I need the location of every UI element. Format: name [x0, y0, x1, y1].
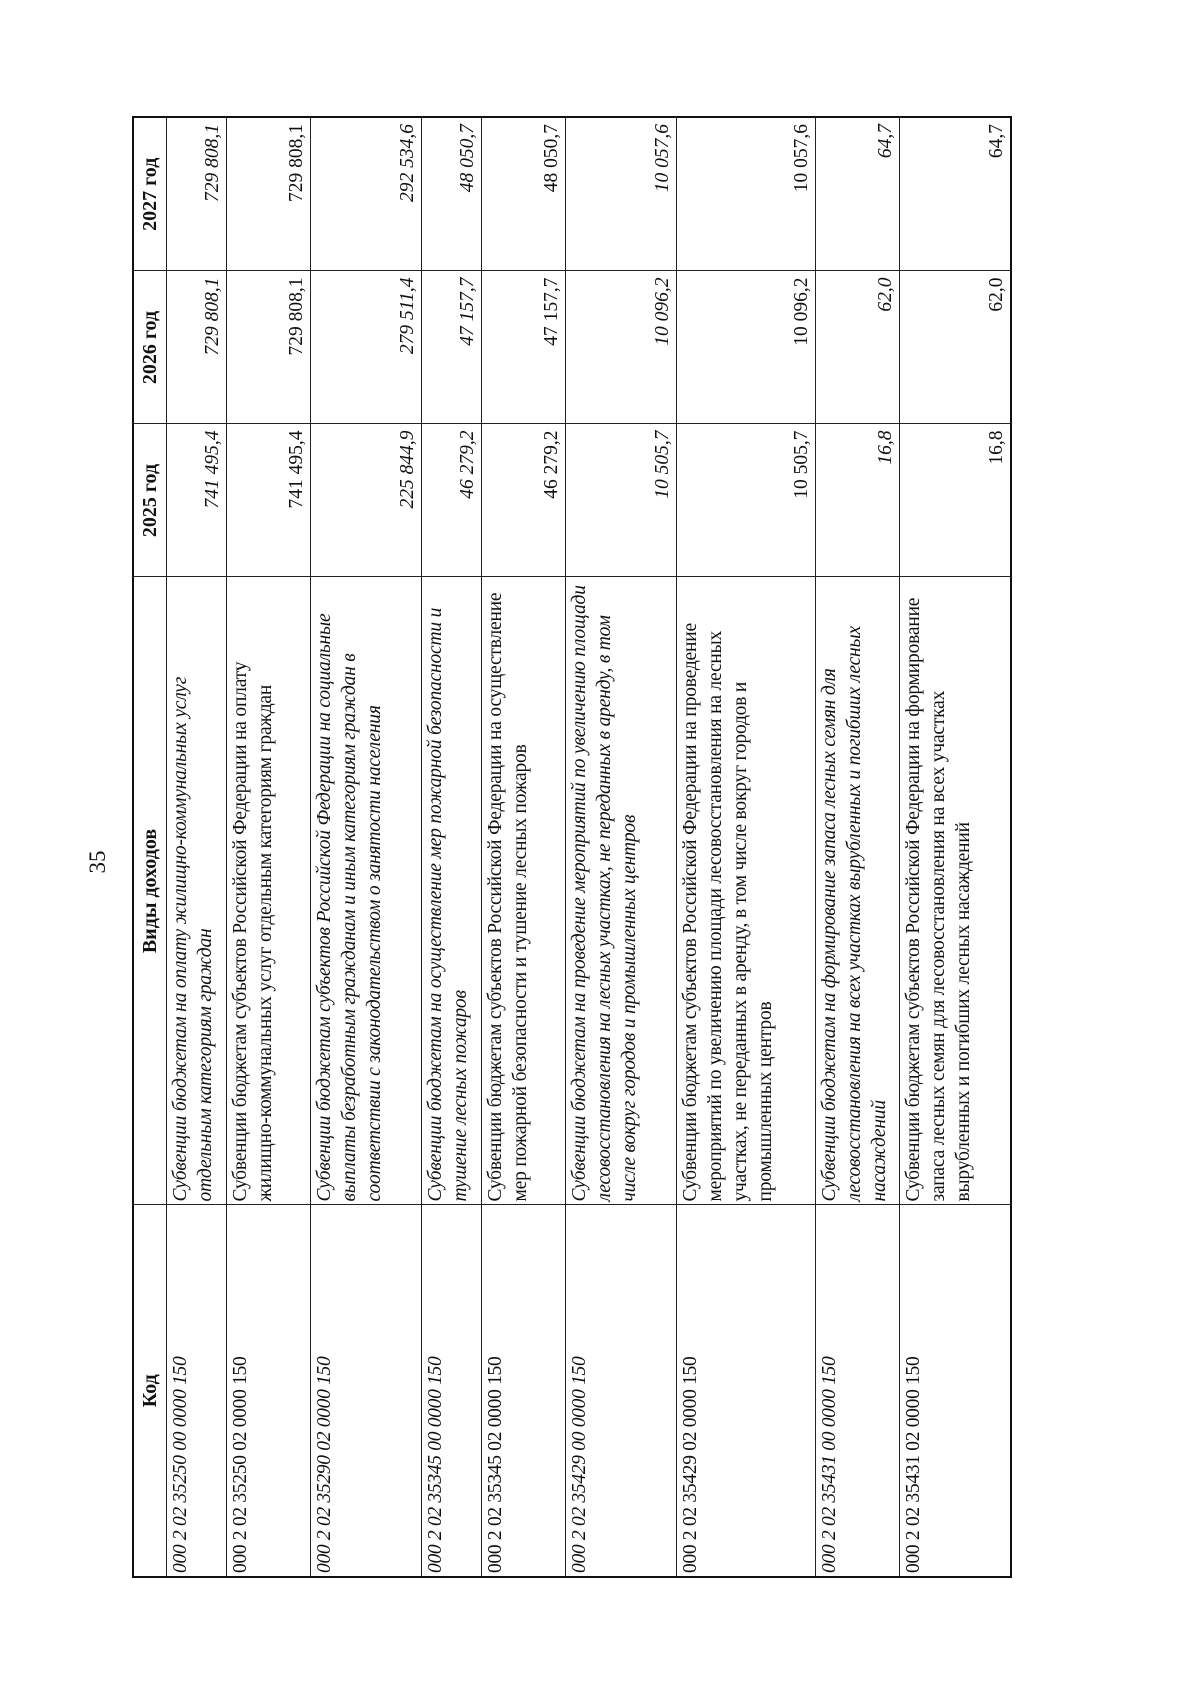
row-value-2025: 16,8	[816, 424, 900, 577]
row-value-2025: 741 495,4	[167, 424, 227, 577]
row-revenue-type: Субвенции бюджетам на оплату жилищно-коммунальных услуг отдельным категориям граждан	[167, 577, 227, 1205]
row-value-2025: 225 844,9	[310, 424, 421, 577]
row-value-2027: 10 057,6	[565, 117, 676, 271]
row-code: 000 2 02 35345 02 0000 150	[482, 1205, 566, 1577]
row-revenue-type: Субвенции бюджетам субъектов Российской Федерации на проведение мероприятий по увеличению площади лесовосстановления на лесных участках, не переданных в аренду, в том числе вокруг городов и промышленных центров	[677, 577, 816, 1205]
header-2027: 2027 год	[133, 117, 167, 271]
row-value-2027: 10 057,6	[677, 117, 816, 271]
revenue-table	[132, 116, 1012, 1578]
table-row	[565, 117, 676, 1577]
table-row	[167, 117, 227, 1577]
row-value-2025: 741 495,4	[227, 424, 311, 577]
row-revenue-type: Субвенции бюджетам на осуществление мер пожарной безопасности и тушение лесных пожаров	[422, 577, 482, 1205]
row-value-2026: 47 157,7	[482, 271, 566, 424]
row-value-2026: 279 511,4	[310, 271, 421, 424]
row-revenue-type: Субвенции бюджетам на проведение мероприятий по увеличению площади лесовосстановления на лесных участках, не переданных в аренду, в том числе вокруг городов и промышленных центров	[565, 577, 676, 1205]
header-2025: 2025 год	[133, 424, 167, 577]
table-row	[482, 117, 566, 1577]
row-code: 000 2 02 35345 00 0000 150	[422, 1205, 482, 1577]
row-revenue-type: Субвенции бюджетам субъектов Российской Федерации на оплату жилищно-коммунальных услуг отдельным категориям граждан	[227, 577, 311, 1205]
row-code: 000 2 02 35431 02 0000 150	[899, 1205, 1011, 1577]
row-code: 000 2 02 35429 02 0000 150	[677, 1205, 816, 1577]
row-value-2026: 62,0	[899, 271, 1011, 424]
row-value-2027: 48 050,7	[422, 117, 482, 271]
row-value-2026: 10 096,2	[677, 271, 816, 424]
row-value-2025: 46 279,2	[482, 424, 566, 577]
table-row	[677, 117, 816, 1577]
table-row	[816, 117, 900, 1577]
row-value-2026: 10 096,2	[565, 271, 676, 424]
row-value-2027: 48 050,7	[482, 117, 566, 271]
row-revenue-type: Субвенции бюджетам субъектов Российской Федерации на осуществление мер пожарной безопасности и тушение лесных пожаров	[482, 577, 566, 1205]
row-value-2026: 47 157,7	[422, 271, 482, 424]
row-value-2027: 729 808,1	[167, 117, 227, 271]
row-value-2026: 729 808,1	[227, 271, 311, 424]
table-row	[422, 117, 482, 1577]
row-value-2026: 62,0	[816, 271, 900, 424]
row-value-2027: 729 808,1	[227, 117, 311, 271]
row-revenue-type: Субвенции бюджетам субъектов Российской Федерации на социальные выплаты безработным гражданам и иным категориям граждан в соответствии с законодательством о занятости населения	[310, 577, 421, 1205]
table-row	[310, 117, 421, 1577]
header-2026: 2026 год	[133, 271, 167, 424]
row-value-2025: 10 505,7	[677, 424, 816, 577]
header-revenue-type: Виды доходов	[133, 577, 167, 1205]
row-value-2025: 10 505,7	[565, 424, 676, 577]
table-row	[899, 117, 1011, 1577]
rotated-table-container	[132, 118, 1012, 1578]
row-code: 000 2 02 35250 00 0000 150	[167, 1205, 227, 1577]
row-code: 000 2 02 35429 00 0000 150	[565, 1205, 676, 1577]
row-value-2027: 292 534,6	[310, 117, 421, 271]
row-value-2027: 64,7	[899, 117, 1011, 271]
page-number: 35	[85, 850, 110, 874]
row-code: 000 2 02 35431 00 0000 150	[816, 1205, 900, 1577]
table-row	[227, 117, 311, 1577]
row-value-2025: 46 279,2	[422, 424, 482, 577]
header-code: Код	[133, 1205, 167, 1577]
row-value-2025: 16,8	[899, 424, 1011, 577]
table-header-row	[133, 117, 167, 1577]
row-revenue-type: Субвенции бюджетам на формирование запаса лесных семян для лесовосстановления на всех участках вырубленных и погибших лесных насаждений	[816, 577, 900, 1205]
row-value-2026: 729 808,1	[167, 271, 227, 424]
row-code: 000 2 02 35290 02 0000 150	[310, 1205, 421, 1577]
row-revenue-type: Субвенции бюджетам субъектов Российской Федерации на формирование запаса лесных семян для лесовосстановления на всех участках вырубленных и погибших лесных насаждений	[899, 577, 1011, 1205]
row-value-2027: 64,7	[816, 117, 900, 271]
row-code: 000 2 02 35250 02 0000 150	[227, 1205, 311, 1577]
